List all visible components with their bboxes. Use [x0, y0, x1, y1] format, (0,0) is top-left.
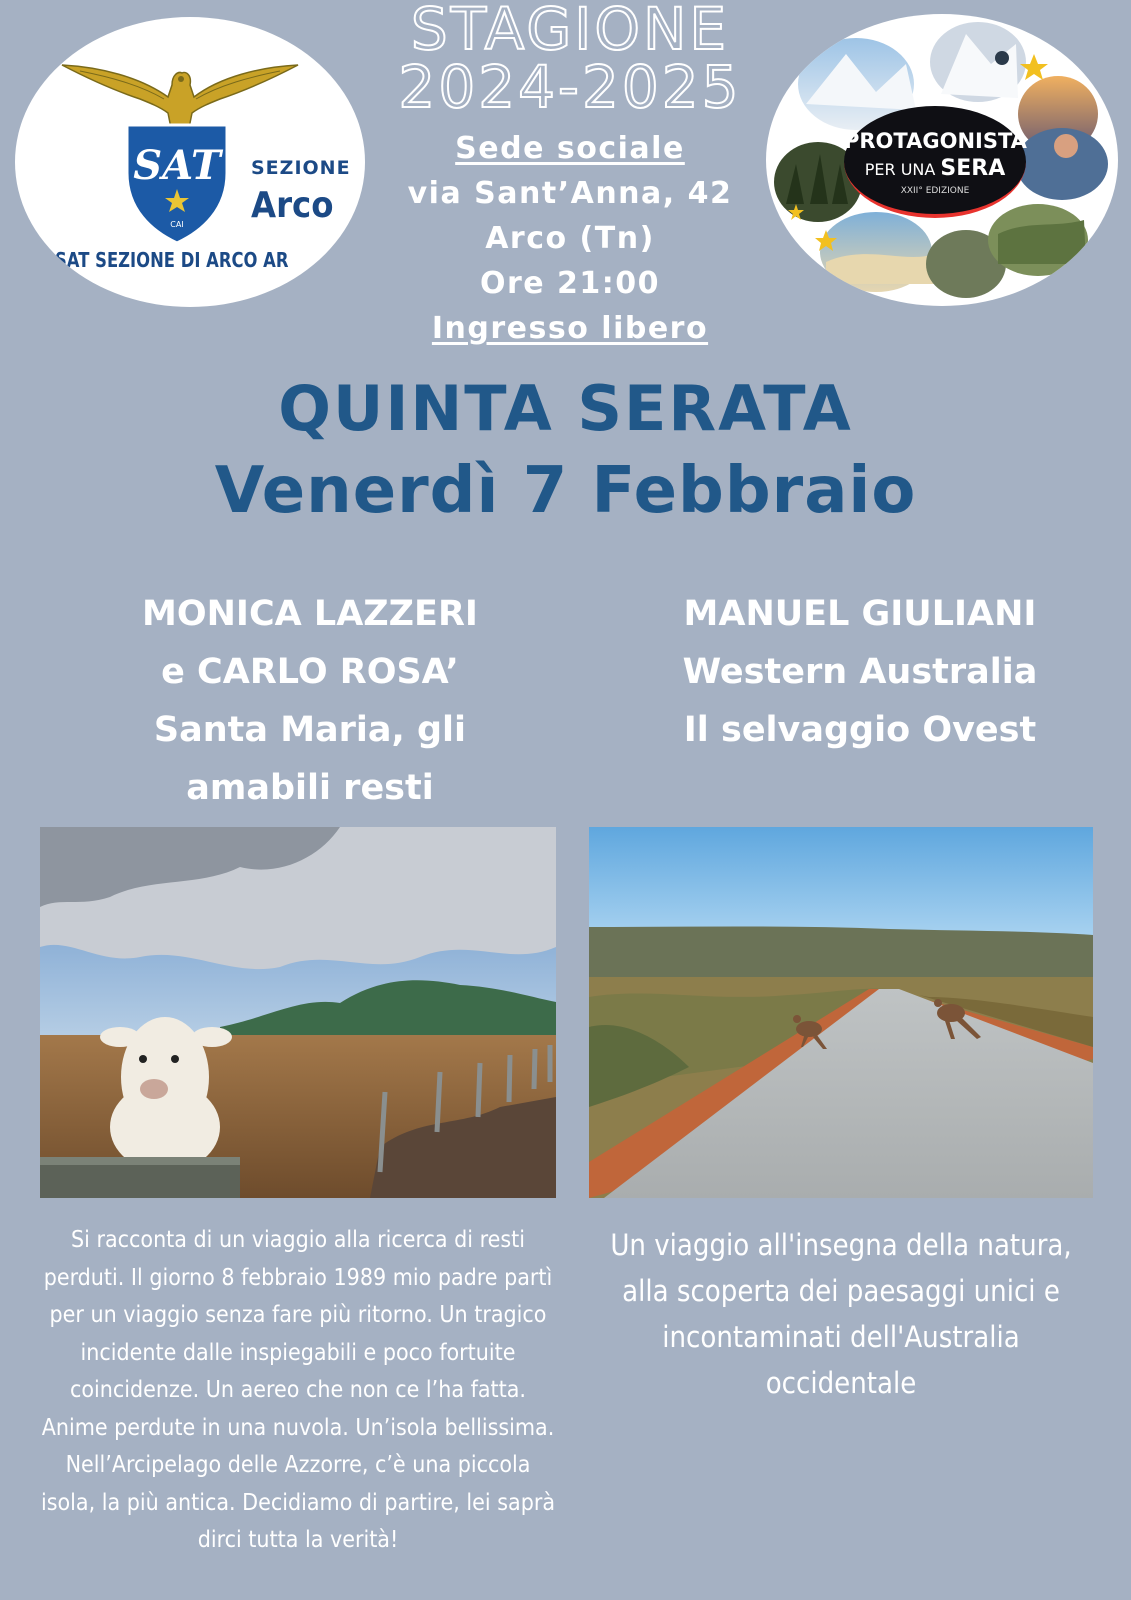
event-time: Ore 21:00: [479, 266, 661, 301]
arco-label: Arco: [251, 185, 334, 226]
right-speaker: MANUEL GIULIANI: [683, 594, 1037, 634]
left-speakers-2: e CARLO ROSA’: [161, 652, 459, 692]
shield-icon: [123, 121, 231, 247]
left-description: Si racconta di un viaggio alla ricerca di resti perduti. Il giorno 8 febbraio 1989 mio padre partì per un viaggio senza fare più ritorno. Un tragico incidente dalle inspiegabili e poco fortuite coincidenze. Un aereo che non ce l’ha fatta. Anime perdute in una nuvola. Un’isola bellissima. Nell’Arcipelago delle Azzorre, c’è una piccola isola, la più antica. Decidiamo di partire, lei saprà dirci tutta la verità!: [40, 1227, 556, 1553]
right-description: Un viaggio all'insegna della natura, alla scoperta dei paesaggi unici e incontaminati dell'Australia occidentale: [610, 1228, 1072, 1400]
evening-number: QUINTA SERATA: [278, 372, 853, 445]
season-years: 2024-2025: [398, 53, 742, 121]
address: via Sant’Anna, 42: [407, 176, 733, 211]
kangaroo-road-photo: [589, 827, 1093, 1198]
protagonista-logo: [766, 14, 1118, 306]
per-una-text: PER UNA: [864, 160, 936, 179]
sat-ring-text: SAT SEZIONE DI ARCO AR: [55, 248, 289, 272]
sera-text: SERA: [940, 156, 1006, 181]
stagione-title: STAGIONE: [410, 0, 730, 63]
right-talk-title-2: Il selvaggio Ovest: [683, 710, 1037, 750]
city: Arco (Tn): [485, 221, 655, 256]
left-talk-title-2: amabili resti: [186, 768, 434, 808]
per-una-sera: [844, 156, 1026, 181]
protagonista-title: PROTAGONISTA: [844, 129, 1027, 153]
cow-field-photo: [40, 827, 556, 1198]
left-speakers-1: MONICA LAZZERI: [142, 594, 478, 634]
sat-badge-text: SAT: [133, 142, 221, 189]
event-date: Venerdì 7 Febbraio: [214, 454, 917, 528]
edition-text: XXII° EDIZIONE: [900, 186, 970, 196]
sat-arco-logo: [15, 17, 365, 307]
sede-sociale: Sede sociale: [455, 131, 685, 166]
cai-text: CAI: [170, 220, 184, 229]
entry-info: Ingresso libero: [431, 311, 709, 346]
sezione-label: SEZIONE: [251, 157, 351, 179]
protagonista-badge: [844, 106, 1026, 218]
left-talk-title-1: Santa Maria, gli: [153, 710, 467, 750]
right-talk-title-1: Western Australia: [682, 652, 1038, 692]
